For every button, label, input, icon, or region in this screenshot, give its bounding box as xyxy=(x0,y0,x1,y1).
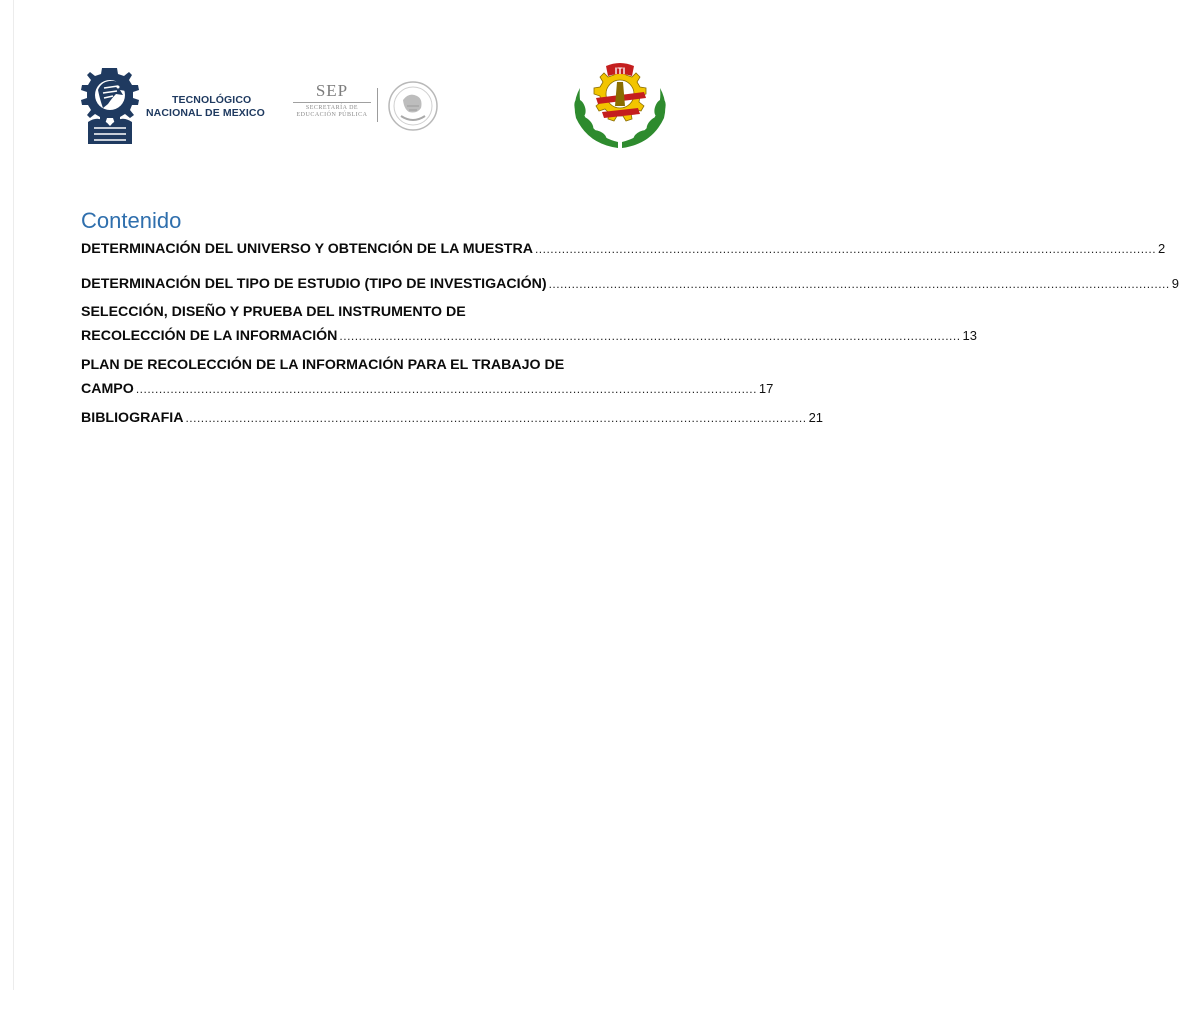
toc-entry-text: DETERMINACIÓN DEL UNIVERSO Y OBTENCIÓN DE LA MUESTRA xyxy=(81,241,533,257)
toc-leader-dots: .................................................................................................................................................................. xyxy=(339,329,961,343)
tecnm-wordmark xyxy=(146,94,265,120)
sep-sub2: EDUCACIÓN PÚBLICA xyxy=(296,112,368,118)
sep-title: SEP xyxy=(315,81,349,100)
toc-leader-dots: .................................................................................................................................................................. xyxy=(135,382,757,396)
toc-entry-text-cont: RECOLECCIÓN DE LA INFORMACIÓN xyxy=(81,328,338,344)
toc-leader-dots: .................................................................................................................................................................. xyxy=(548,277,1170,291)
toc-entry-text: BIBLIOGRAFIA xyxy=(81,410,184,426)
toc-page-number: 2 xyxy=(1158,241,1166,256)
sep-sub1: SECRETARÍA DE xyxy=(305,105,359,111)
sep-logo xyxy=(284,82,380,128)
toc-entry-text: SELECCIÓN, DISEÑO Y PRUEBA DEL INSTRUMENTO DE xyxy=(81,304,466,320)
toc-page-number: 21 xyxy=(808,410,824,425)
toc-entry-plan-recoleccion[interactable] xyxy=(81,353,774,401)
tecnm-eagle-gear-icon xyxy=(80,64,146,148)
mexican-coat-of-arms-icon xyxy=(387,80,439,132)
toc-entry-text: PLAN DE RECOLECCIÓN DE LA INFORMACIÓN PARA EL TRABAJO DE xyxy=(81,357,565,373)
toc-entry-instrumento[interactable] xyxy=(81,300,977,348)
iti-gear-laurel-logo xyxy=(568,62,672,152)
sep-divider xyxy=(377,88,378,122)
toc-title: Contenido xyxy=(81,208,182,233)
toc-page-number: 9 xyxy=(1171,276,1179,291)
tecnm-line1: TECNOLÓGICO xyxy=(172,94,252,106)
page-edge xyxy=(13,0,14,990)
tecnm-line2: NACIONAL DE MEXICO xyxy=(146,107,265,119)
toc-entry-bibliografia[interactable] xyxy=(81,406,824,430)
iti-badge-text: ITI xyxy=(614,66,626,76)
tecnm-logo xyxy=(80,64,270,150)
sep-rule xyxy=(293,102,371,103)
toc-entry-tipo-estudio[interactable] xyxy=(81,272,1179,296)
toc-entry-text-cont: CAMPO xyxy=(81,381,134,397)
toc-entry-universo[interactable] xyxy=(81,237,1166,261)
toc-page-number: 17 xyxy=(758,381,774,396)
toc-leader-dots: .................................................................................................................................................................. xyxy=(185,411,807,425)
toc-leader-dots: .................................................................................................................................................................. xyxy=(534,242,1157,256)
toc-page-number: 13 xyxy=(962,328,977,343)
toc-entry-text: DETERMINACIÓN DEL TIPO DE ESTUDIO (TIPO DE INVESTIGACIÓN) xyxy=(81,276,547,292)
